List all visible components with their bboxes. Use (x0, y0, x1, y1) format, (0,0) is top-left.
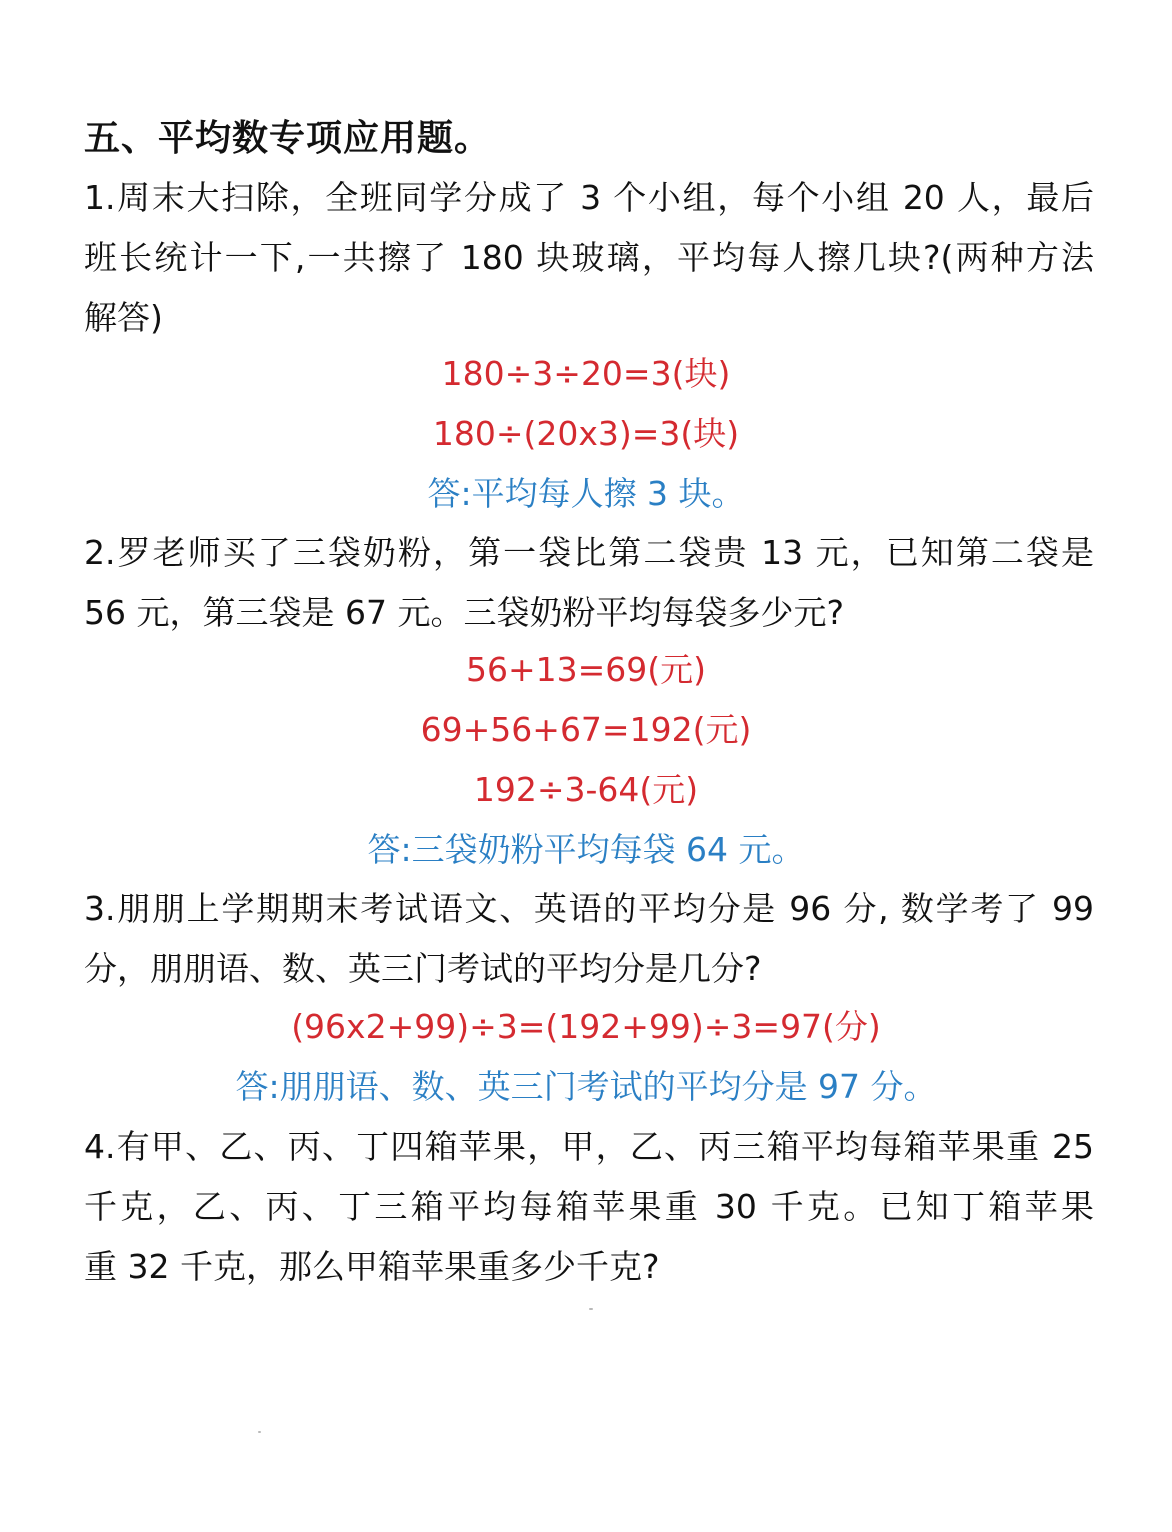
problem-1-line-2: 班长统计一下,一共擦了 180 块玻璃，平均每人擦几块?(两种方法 (84, 238, 1094, 277)
scan-speck (258, 1431, 261, 1433)
problem-2-answer: 答:三袋奶粉平均每袋 64 元。 (367, 830, 805, 869)
problem-4-line-2: 千克，乙、丙、丁三箱平均每箱苹果重 30 千克。已知丁箱苹果 (84, 1187, 1094, 1226)
problem-3-line-1: 3.朋朋上学期期末考试语文、英语的平均分是 96 分, 数学考了 99 (84, 889, 1094, 928)
problem-2-line-2: 56 元，第三袋是 67 元。三袋奶粉平均每袋多少元? (84, 593, 844, 632)
problem-3-line-2: 分，朋朋语、数、英三门考试的平均分是几分? (84, 949, 762, 988)
problem-2-line-1: 2.罗老师买了三袋奶粉，第一袋比第二袋贵 13 元，已知第二袋是 (84, 533, 1094, 572)
problem-1-answer: 答:平均每人擦 3 块。 (427, 474, 745, 513)
problem-3-answer: 答:朋朋语、数、英三门考试的平均分是 97 分。 (235, 1067, 937, 1106)
problem-4-line-1: 4.有甲、乙、丙、丁四箱苹果，甲，乙、丙三箱平均每箱苹果重 25 (84, 1127, 1094, 1166)
problem-1-line-3: 解答) (84, 298, 163, 337)
problem-1-work-1: 180÷3÷20=3(块) (441, 354, 731, 393)
problem-4-line-3: 重 32 千克，那么甲箱苹果重多少千克? (84, 1247, 660, 1286)
problem-2-work-1: 56+13=69(元) (465, 650, 707, 689)
scan-speck (589, 1308, 593, 1310)
problem-1-work-2: 180÷(20x3)=3(块) (432, 414, 740, 453)
problem-2-work-2: 69+56+67=192(元) (420, 710, 752, 749)
problem-3-work-1: (96x2+99)÷3=(192+99)÷3=97(分) (291, 1007, 881, 1046)
section-title: 五、平均数专项应用题。 (84, 118, 492, 159)
problem-1-line-1: 1.周末大扫除，全班同学分成了 3 个小组，每个小组 20 人，最后 (84, 178, 1094, 217)
problem-2-work-3: 192÷3-64(元) (473, 770, 699, 809)
